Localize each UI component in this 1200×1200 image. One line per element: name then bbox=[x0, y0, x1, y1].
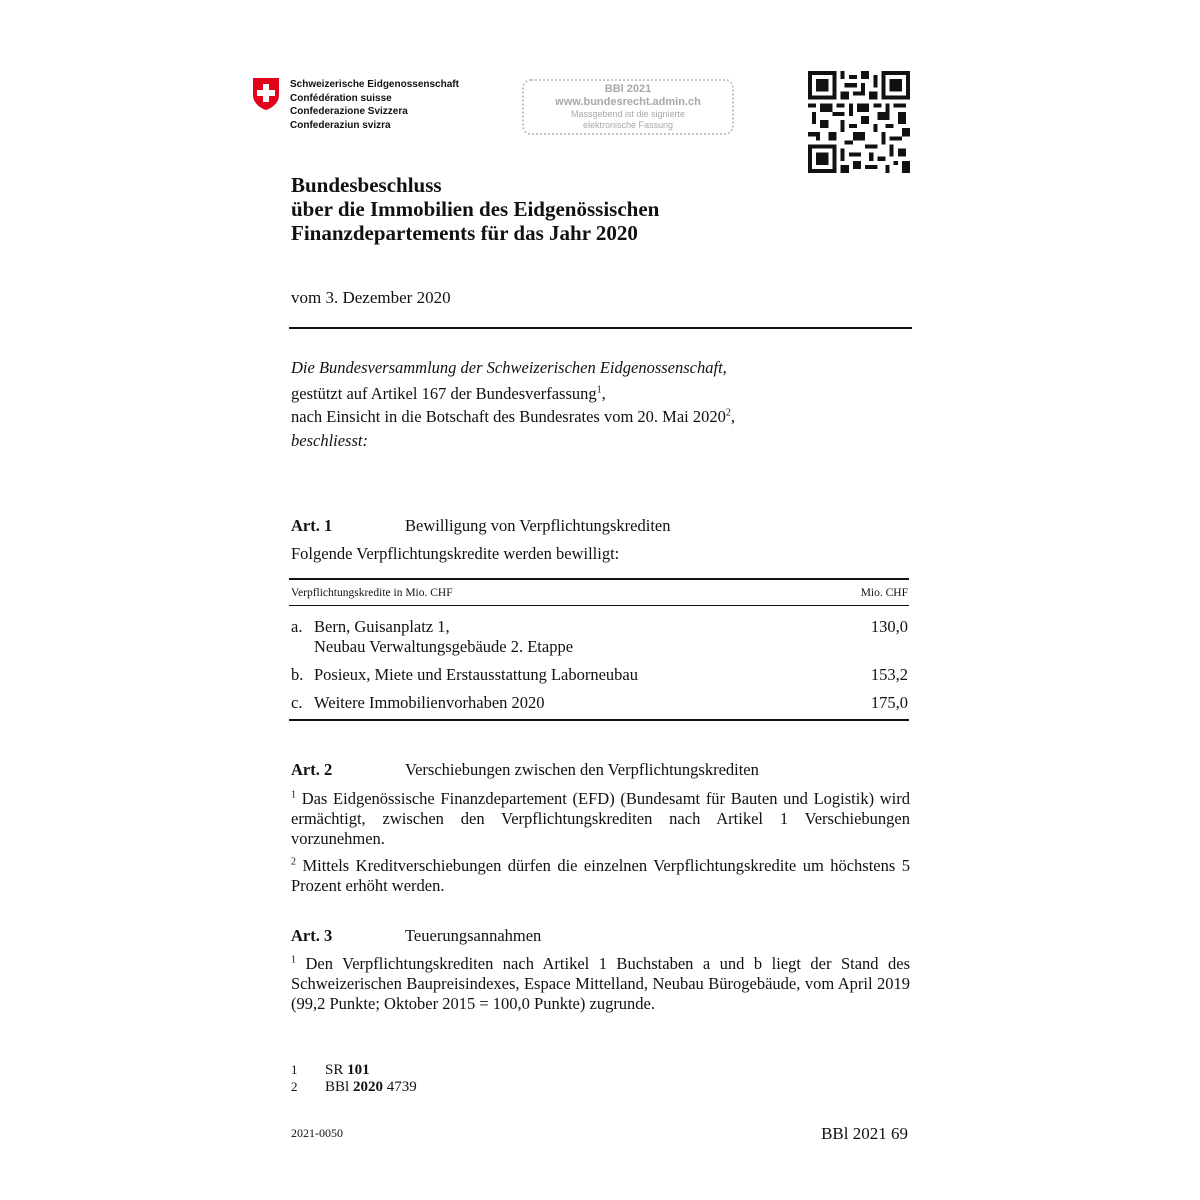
signature-stamp bbox=[522, 79, 734, 135]
confederation-name-rm: Confederaziun svizra bbox=[290, 119, 391, 131]
footnote-2[interactable] bbox=[325, 1079, 417, 1096]
footnote-suffix: 4739 bbox=[382, 1079, 417, 1095]
row-value: 153,2 bbox=[870, 665, 908, 684]
preamble-basis-end: , bbox=[601, 384, 606, 403]
art3-title: Teuerungsannahmen bbox=[405, 926, 542, 945]
row-text: Bern, Guisanplatz 1, bbox=[314, 617, 450, 636]
preamble-basis-text: gestützt auf Artikel 167 der Bundesverfassung bbox=[291, 384, 597, 403]
table-header-value: Mio. CHF bbox=[860, 587, 908, 599]
confederation-names bbox=[290, 78, 459, 132]
footnote-prefix: BBl bbox=[325, 1079, 353, 1095]
confederation-name-it: Confederazione Svizzera bbox=[290, 106, 408, 117]
row-letter: a. bbox=[291, 617, 303, 636]
table-header-label: Verpflichtungskredite in Mio. CHF bbox=[291, 587, 453, 599]
preamble-message-end: , bbox=[730, 407, 736, 426]
art1-intro: Folgende Verpflichtungskredite werden bewilligt: bbox=[291, 544, 620, 563]
preamble-message-text: nach Einsicht in die Botschaft des Bundesrates vom 20. Mai 2020 bbox=[291, 407, 726, 426]
footnote-bold: 2020 bbox=[352, 1079, 383, 1095]
art3-paragraph-1 bbox=[291, 954, 910, 1014]
title-divider bbox=[289, 327, 912, 329]
footnote-ref-2[interactable]: 2 bbox=[725, 407, 731, 419]
preamble-basis bbox=[291, 384, 606, 404]
footnote-ref-1[interactable]: 1 bbox=[596, 384, 602, 396]
paragraph-number: 2 bbox=[291, 856, 296, 868]
art2-paragraph-2 bbox=[291, 856, 910, 896]
preamble-assembly: Die Bundesversammlung der Schweizerischen Eidgenossenschaft, bbox=[291, 358, 727, 377]
document-title bbox=[291, 173, 659, 245]
row-value: 130,0 bbox=[870, 617, 908, 636]
stamp-line-4: elektronische Fassung bbox=[582, 120, 674, 130]
paragraph-number: 1 bbox=[291, 954, 296, 966]
paragraph-text: Mittels Kreditverschiebungen dürfen die einzelnen Verpflichtungskredite um höchstens 5 Prozent erhöht werden. bbox=[291, 856, 910, 895]
footnote-prefix: SR bbox=[325, 1062, 348, 1078]
stamp-line-2: www.bundesrecht.admin.ch bbox=[555, 96, 701, 108]
stamp-line-1: BBl 2021 bbox=[604, 83, 652, 95]
stamp-line-3: Massgebend ist die signierte bbox=[570, 109, 686, 119]
swiss-coat-of-arms-icon bbox=[252, 77, 280, 111]
art2-title: Verschiebungen zwischen den Verpflichtungskrediten bbox=[405, 760, 759, 779]
page-reference: BBl 2021 69 bbox=[821, 1124, 908, 1143]
title-line-2: über die Immobilien des Eidgenössischen bbox=[291, 197, 660, 221]
document-date: vom 3. Dezember 2020 bbox=[291, 288, 451, 307]
document-id: 2021-0050 bbox=[291, 1126, 343, 1140]
footnote-1[interactable] bbox=[325, 1062, 370, 1079]
footnote-bold: 101 bbox=[347, 1062, 370, 1078]
confederation-name-de: Schweizerische Eidgenossenschaft bbox=[290, 79, 459, 90]
row-value: 175,0 bbox=[870, 693, 908, 712]
row-letter: b. bbox=[291, 665, 304, 684]
paragraph-number: 1 bbox=[291, 789, 296, 801]
table-top-rule bbox=[289, 578, 909, 580]
title-line-1: Bundesbeschluss bbox=[291, 173, 442, 197]
footnote-number: 2 bbox=[291, 1079, 298, 1094]
preamble-decides: beschliesst: bbox=[291, 431, 368, 450]
art2-number: Art. 2 bbox=[291, 760, 333, 779]
footnote-number: 1 bbox=[291, 1062, 298, 1077]
paragraph-text: Den Verpflichtungskrediten nach Artikel 1 Buchstaben a und b liegt der Stand des Schweizerischen Baupreisindexes, Espace Mittelland, Neubau Bürogebäude, vom April 2019 (99,2 Punkte; Oktober 2015 = 100,0 Punkte) zugrunde. bbox=[291, 954, 910, 1013]
title-line-3: Finanzdepartements für das Jahr 2020 bbox=[291, 221, 638, 245]
row-text-continued: Neubau Verwaltungsgebäude 2. Etappe bbox=[314, 637, 574, 656]
art2-paragraph-1 bbox=[291, 789, 910, 849]
art3-number: Art. 3 bbox=[291, 926, 333, 945]
preamble-message bbox=[291, 407, 735, 427]
qr-code-icon bbox=[808, 71, 910, 173]
row-letter: c. bbox=[291, 693, 303, 712]
art1-number: Art. 1 bbox=[291, 516, 333, 535]
table-header-rule bbox=[289, 605, 909, 606]
row-text: Posieux, Miete und Erstausstattung Laborneubau bbox=[314, 665, 638, 684]
row-text: Weitere Immobilienvorhaben 2020 bbox=[314, 693, 545, 712]
paragraph-text: Das Eidgenössische Finanzdepartement (EFD) (Bundesamt für Bauten und Logistik) wird ermächtigt, zwischen den Verpflichtungskrediten nach Artikel 1 Verschiebungen vorzunehmen. bbox=[291, 789, 910, 848]
art1-title: Bewilligung von Verpflichtungskrediten bbox=[405, 516, 671, 535]
table-bottom-rule bbox=[289, 719, 909, 721]
confederation-name-fr: Confédération suisse bbox=[290, 92, 392, 104]
